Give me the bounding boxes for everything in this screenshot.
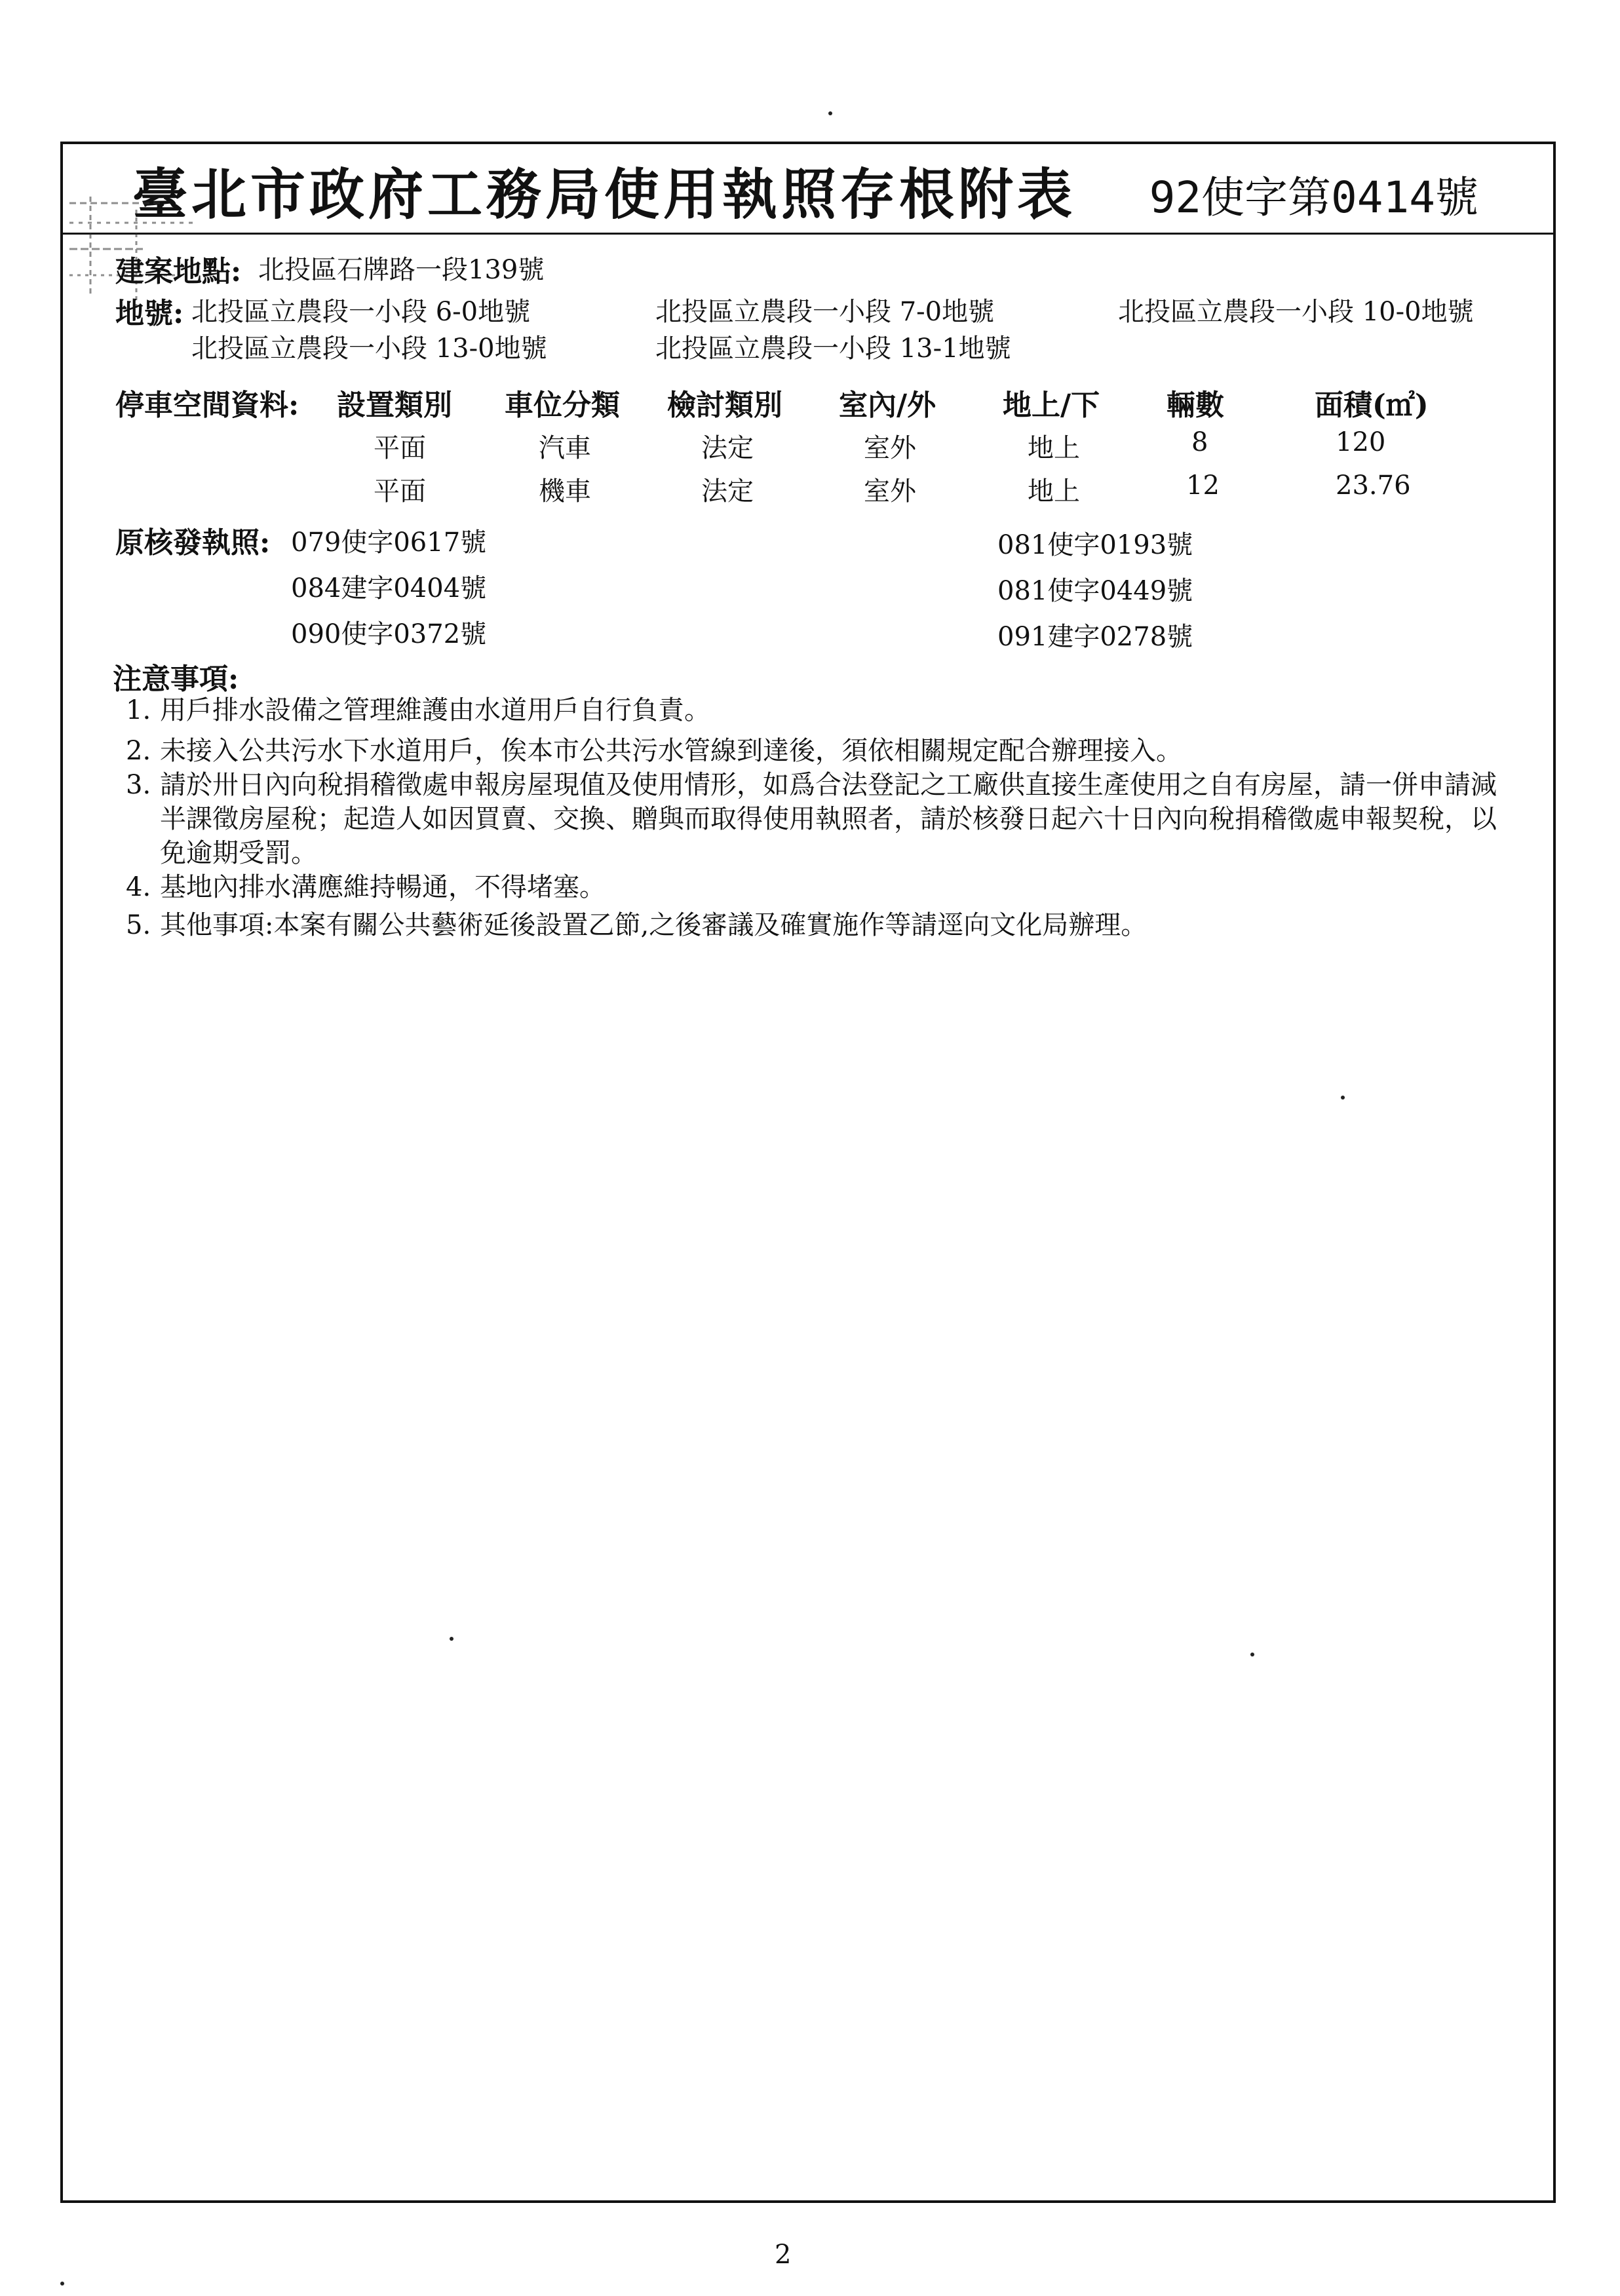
parking-header: 地上/下 — [1003, 389, 1100, 422]
parking-cell: 120 — [1336, 427, 1386, 457]
document-title: 臺北市政府工務局使用執照存根附表 — [132, 162, 1077, 227]
scan-speck — [450, 1637, 453, 1641]
note-text: 未接入公共污水下水道用戶，俟本市公共污水管線到達後，須依相關規定配合辦理接入。 — [160, 736, 1182, 766]
title-row — [60, 142, 1556, 235]
page-number: 2 — [775, 2240, 792, 2270]
scan-speck — [60, 2282, 64, 2286]
notes-title: 注意事項: — [113, 662, 239, 696]
note-number: 1. — [126, 695, 151, 725]
original-permit: 090使字0372號 — [291, 619, 487, 649]
note-text: 用戶排水設備之管理維護由水道用戶自行負責。 — [160, 695, 710, 725]
parking-cell: 12 — [1186, 470, 1220, 501]
lot-number: 北投區立農段一小段 7-0地號 — [655, 297, 995, 327]
note-item — [126, 908, 1522, 942]
original-permit: 084建字0404號 — [291, 573, 487, 603]
note-text: 其他事項:本案有關公共藝術延後設置乙節,之後審議及確實施作等請逕向文化局辦理。 — [160, 910, 1148, 940]
parking-header: 設置類別 — [337, 389, 452, 422]
parking-cell: 平面 — [374, 433, 426, 463]
parking-cell: 地上 — [1028, 476, 1080, 507]
original-permits-label: 原核發執照: — [115, 526, 271, 560]
lot-label: 地號: — [115, 297, 184, 330]
lot-number: 北投區立農段一小段 13-0地號 — [191, 334, 547, 364]
note-number: 2. — [126, 736, 151, 766]
note-number: 3. — [126, 770, 151, 800]
parking-cell: 8 — [1191, 427, 1208, 457]
parking-cell: 法定 — [701, 433, 754, 463]
note-item — [126, 768, 1522, 870]
address-label: 建案地點: — [115, 255, 242, 288]
parking-header: 室內/外 — [839, 389, 936, 422]
parking-cell: 汽車 — [539, 433, 591, 463]
scan-speck — [1250, 1653, 1254, 1656]
permit-number: 92使字第0414號 — [1149, 172, 1478, 223]
document-frame — [60, 142, 1556, 2203]
scan-speck — [1341, 1096, 1345, 1100]
original-permit: 091建字0278號 — [997, 622, 1193, 652]
note-item — [126, 870, 1522, 904]
note-item — [126, 734, 1522, 768]
note-text: 請於卅日內向稅捐稽徵處申報房屋現值及使用情形，如爲合法登記之工廠供直接生產使用之自有房屋，請一併申請減半課徵房屋稅；起造人如因買賣、交換、贈與而取得使用執照者，請於核發日起六十日內向稅捐稽徵處申報契稅，以免逾期受罰。 — [160, 770, 1497, 868]
parking-header: 面積(㎡) — [1315, 389, 1429, 422]
parking-cell: 23.76 — [1336, 470, 1411, 501]
note-text: 基地內排水溝應維持暢通，不得堵塞。 — [160, 872, 606, 902]
parking-header: 輛數 — [1167, 389, 1224, 422]
parking-label: 停車空間資料: — [115, 389, 299, 422]
lot-number: 北投區立農段一小段 10-0地號 — [1118, 297, 1474, 327]
parking-header: 車位分類 — [505, 389, 620, 422]
parking-cell: 室外 — [864, 433, 916, 463]
parking-cell: 地上 — [1028, 433, 1080, 463]
note-item — [126, 693, 1522, 727]
original-permit: 079使字0617號 — [291, 527, 487, 558]
lot-number: 北投區立農段一小段 6-0地號 — [191, 297, 531, 327]
scan-speck — [828, 111, 832, 115]
parking-cell: 機車 — [539, 476, 591, 507]
note-number: 5. — [126, 910, 151, 940]
parking-cell: 法定 — [701, 476, 754, 507]
original-permit: 081使字0193號 — [997, 530, 1193, 560]
note-number: 4. — [126, 872, 151, 902]
lot-number: 北投區立農段一小段 13-1地號 — [655, 334, 1011, 364]
parking-cell: 室外 — [864, 476, 916, 507]
site-address: 北投區石牌路一段139號 — [258, 255, 545, 285]
parking-cell: 平面 — [374, 476, 426, 507]
original-permit: 081使字0449號 — [997, 576, 1193, 606]
parking-header: 檢討類別 — [667, 389, 782, 422]
